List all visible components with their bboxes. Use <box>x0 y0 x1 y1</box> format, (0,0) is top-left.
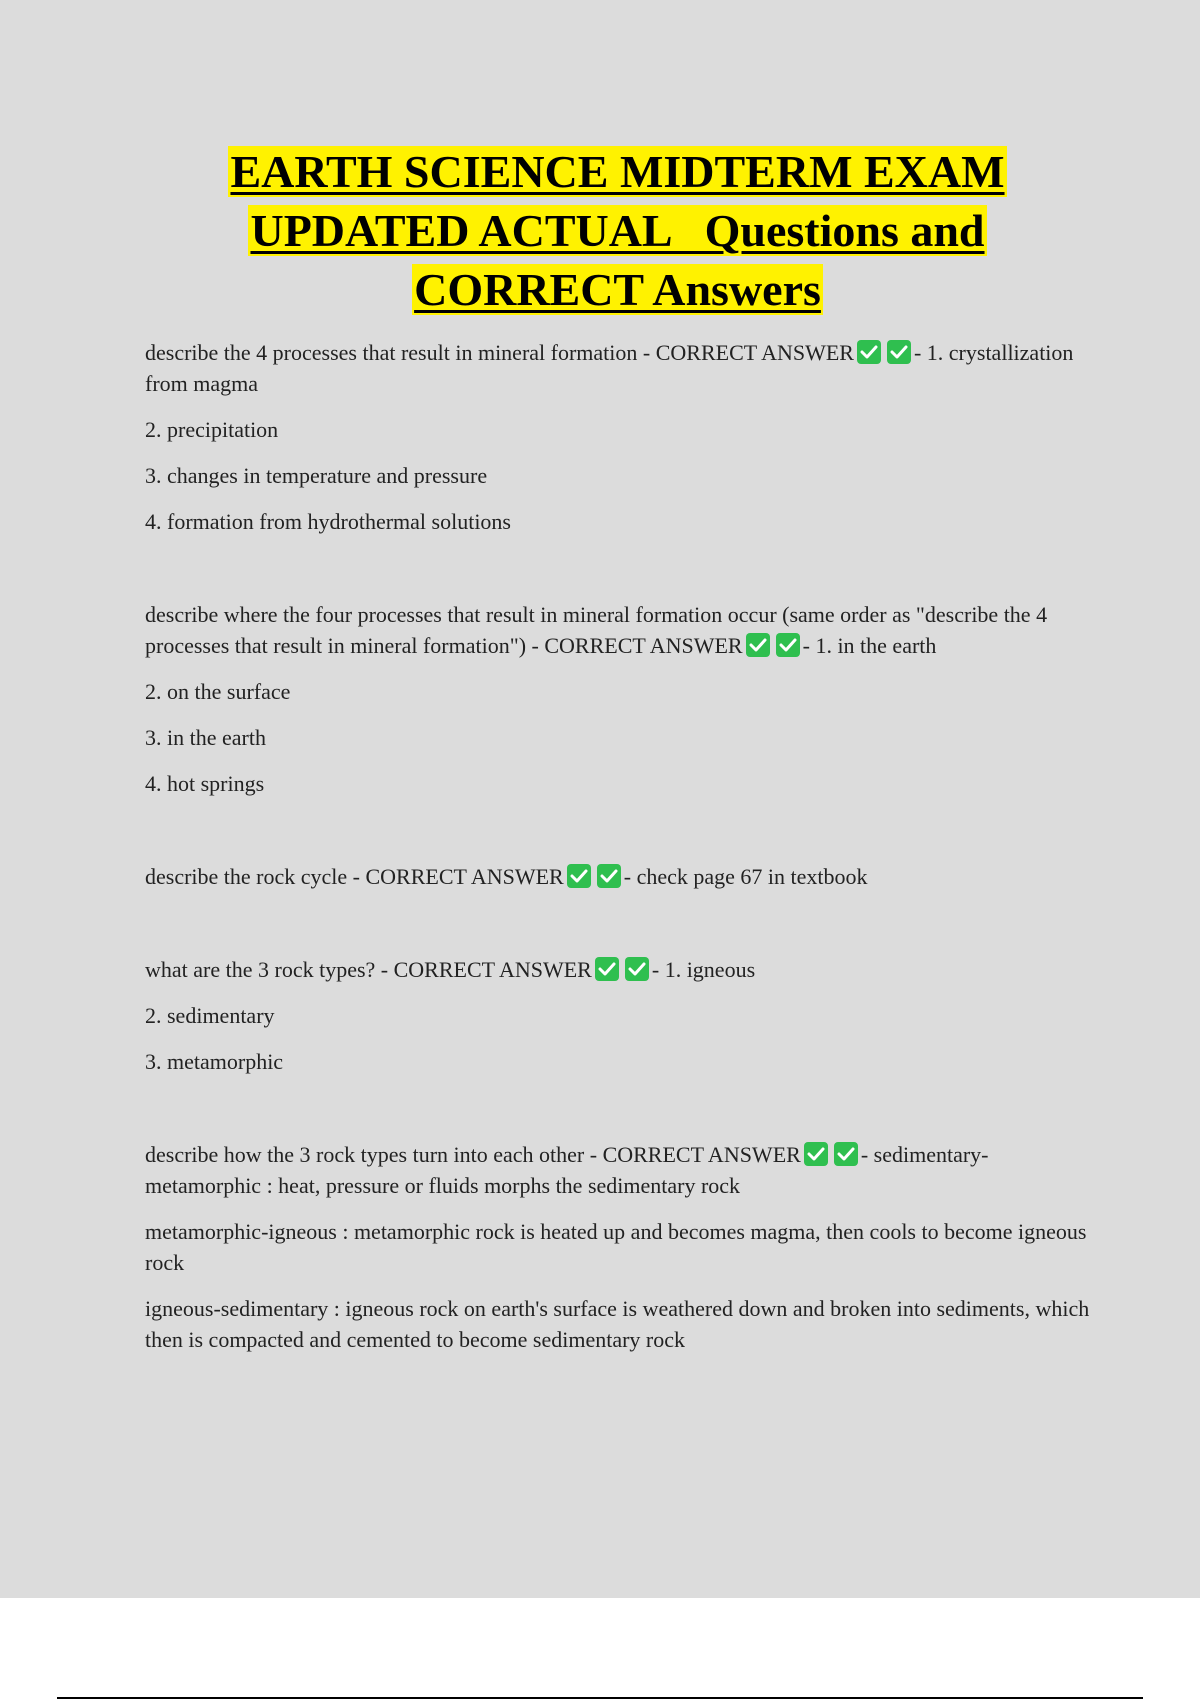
check-icon <box>595 957 619 981</box>
answer-dash: - <box>802 633 816 658</box>
answer-text: 1. crystallization from magma <box>145 340 1074 396</box>
title-line-1: EARTH SCIENCE MIDTERM EXAM <box>230 146 1005 197</box>
spacer <box>145 907 1090 954</box>
answer-line: 3. metamorphic <box>145 1049 284 1074</box>
question-text: describe the 4 processes that result in mineral formation <box>145 340 643 365</box>
document-title <box>145 142 1090 319</box>
question-text: describe the rock cycle <box>145 864 353 889</box>
answer-line: 3. changes in temperature and pressure <box>145 463 488 488</box>
qa-item <box>145 1139 1090 1355</box>
answer-line: igneous-sedimentary : igneous rock on earth's surface is weathered down and broken into sediments, which then is compacted and cemented to become sedimentary rock <box>145 1296 1090 1352</box>
answer-dash: - <box>860 1142 874 1167</box>
answer-line: 2. sedimentary <box>145 1003 275 1028</box>
qa-question <box>145 599 1090 661</box>
answer-line: 3. in the earth <box>145 725 266 750</box>
answer-line: 2. on the surface <box>145 679 291 704</box>
check-icon <box>804 1142 828 1166</box>
check-icon <box>567 864 591 888</box>
answer-text: 1. igneous <box>664 957 756 982</box>
correct-answer-label: - CORRECT ANSWER <box>352 864 564 889</box>
check-icon <box>857 340 881 364</box>
answer-text: 1. in the earth <box>815 633 937 658</box>
answer-text: check page 67 in textbook <box>636 864 868 889</box>
qa-question <box>145 861 1090 892</box>
answer-dash: - <box>623 864 637 889</box>
answer-line: 4. hot springs <box>145 771 265 796</box>
qa-item <box>145 954 1090 1077</box>
check-icon <box>746 633 770 657</box>
question-text: describe how the 3 rock types turn into each other <box>145 1142 590 1167</box>
answer-dash: - <box>913 340 927 365</box>
footer-rule <box>57 1697 1143 1699</box>
qa-item <box>145 337 1090 537</box>
question-text: describe where the four processes that result in mineral formation occur (same order as "describe the 4 processes that result in mineral formation") <box>145 602 1048 658</box>
answer-text: sedimentary-metamorphic : heat, pressure or fluids morphs the sedimentary rock <box>145 1142 989 1198</box>
qa-item <box>145 861 1090 892</box>
title-line-2: UPDATED ACTUAL Questions and <box>250 205 985 256</box>
qa-question <box>145 1139 1090 1201</box>
answer-line: metamorphic-igneous : metamorphic rock is heated up and becomes magma, then cools to become igneous rock <box>145 1219 1087 1275</box>
qa-list <box>145 337 1090 1355</box>
qa-question <box>145 954 1090 985</box>
answer-line: 4. formation from hydrothermal solutions <box>145 509 511 534</box>
spacer <box>145 552 1090 599</box>
spacer <box>145 1092 1090 1139</box>
correct-answer-label: - CORRECT ANSWER <box>589 1142 801 1167</box>
check-icon <box>625 957 649 981</box>
title-line-3: CORRECT Answers <box>414 264 821 315</box>
correct-answer-label: - CORRECT ANSWER <box>380 957 592 982</box>
correct-answer-label: - CORRECT ANSWER <box>642 340 854 365</box>
check-icon <box>887 340 911 364</box>
spacer <box>145 814 1090 861</box>
qa-question <box>145 337 1090 399</box>
answer-line: 2. precipitation <box>145 417 279 442</box>
answer-dash: - <box>651 957 665 982</box>
document-content <box>145 142 1090 1370</box>
check-icon <box>776 633 800 657</box>
check-icon <box>597 864 621 888</box>
question-text: what are the 3 rock types? <box>145 957 381 982</box>
correct-answer-label: - CORRECT ANSWER <box>531 633 743 658</box>
qa-item <box>145 599 1090 799</box>
check-icon <box>834 1142 858 1166</box>
